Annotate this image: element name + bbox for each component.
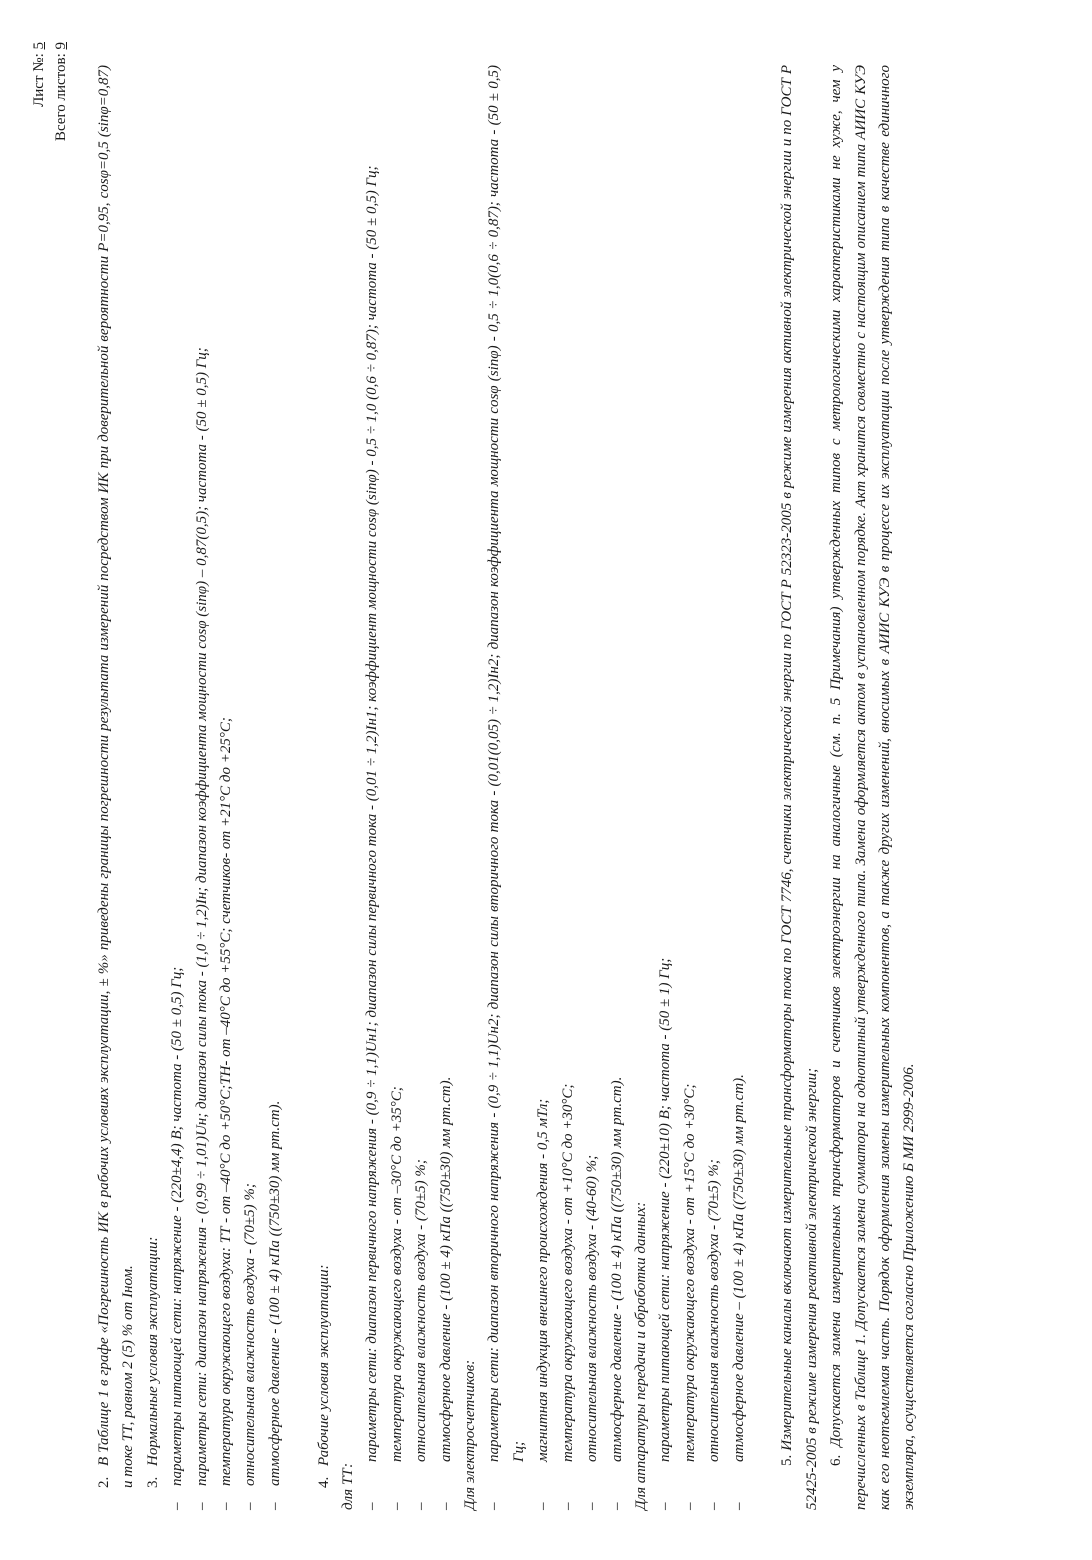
list-item: – температура окружающего воздуха - от –30°С до +35°С; <box>385 65 409 1510</box>
equipment-label: Для аппаратуры передачи и обработки данных: <box>632 1201 649 1510</box>
list-item: – атмосферное давление - (100 ± 4) кПа ((750±30) мм рт.ст). <box>605 65 629 1510</box>
section-6 <box>824 65 922 1510</box>
section-4-title-line <box>312 65 336 1510</box>
section-3-title-line <box>141 65 165 1510</box>
list-item: – относительная влажность воздуха - (70±5) %; <box>702 65 726 1510</box>
section-6-number: 6. <box>828 1454 845 1466</box>
list-item: – относительная влажность воздуха - (70±5) %; <box>409 65 433 1510</box>
total-number: 9 <box>53 42 69 50</box>
section-4-title: Рабочие условия эксплуатации: <box>315 1264 332 1466</box>
list-item: – магнитная индукция внешнего происхождения - 0,5 мТл; <box>531 65 555 1510</box>
total-label: Всего листов: <box>53 53 69 142</box>
section-4-number: 4. <box>315 1476 332 1488</box>
list-item: – температура окружающего воздуха: ТТ - от –40°С до +50°С;ТН- от –40°С до +55°С; счетчиков- от +21°С до +25°С; <box>214 65 238 1510</box>
section-5 <box>775 65 824 1510</box>
section-5-number: 5. <box>779 1454 796 1466</box>
section-2 <box>92 65 141 1510</box>
section-2-text: В Таблице 1 в графе «Погрешность ИК в рабочих условиях эксплуатации, ± %» приведены границы погрешности результата измерений посредством ИК при доверительной вероятности P=0,95, cosφ=0,5 (sinφ=0,87) и токе ТТ, равном 2 (5) % от Iном. <box>96 65 137 1488</box>
list-item: – атмосферное давление - (100 ± 4) кПа ((750±30) мм рт.ст). <box>434 65 458 1510</box>
list-item: – атмосферное давление – (100 ± 4) кПа ((750±30) мм рт.ст). <box>727 65 751 1510</box>
section-5-text: Измерительные каналы включают измерительные трансформаторы тока по ГОСТ 7746, счетчики электрической энергии по ГОСТ Р 52323-2005 в режиме измерения активной электрической энергии и по ГОСТ Р 52425-2005 в режиме измерения реактивной электрической энергии; <box>779 64 820 1510</box>
sheet-number: 5 <box>31 42 47 50</box>
meter-label: Для электросчетчиков: <box>462 1359 479 1510</box>
sheet-info <box>28 42 72 141</box>
section-3-number: 3. <box>144 1476 161 1488</box>
list-item: – параметры сети: диапазон первичного напряжения - (0,9 ÷ 1,1)Uн1; диапазон силы первичного тока - (0,01 ÷ 1,2)Iн1; коэффициент мощности cosφ (sinφ) - 0,5 ÷ 1,0 (0,6 ÷ 0,87); частота - (50 ± 0,5) Гц; <box>360 65 384 1510</box>
total-sheets-line <box>50 42 72 141</box>
tt-label: для ТТ: <box>340 1462 357 1510</box>
list-item: – атмосферное давление - (100 ± 4) кПа ((750±30) мм рт.ст). <box>263 65 287 1510</box>
list-item: – относительная влажность воздуха - (40-60) %; <box>580 65 604 1510</box>
list-item: – температура окружающего воздуха - от +15°С до +30°С; <box>678 65 702 1510</box>
section-6-text: Допускается замена измерительных трансформаторов и счетчиков электроэнергии на аналогичные (см. п. 5 Примечания) утвержденных типов с метрологическими характеристиками не хуже, чем у перечисленных в Таблице 1. Допускается замена сумматора на однотипный утвержденного типа. Замена оформляется актом в установленном порядке. Акт хранится совместно с настоящим описанием типа АИИС КУЭ как его неотъемлемая часть. Порядок оформления замены измерительных компонентов, а также других изменений, вносимых в АИИС КУЭ в процессе их эксплуатации после утверждения типа в качестве единичного экземпляра, осуществляется согласно Приложению Б МИ 2999-2006. <box>828 65 918 1510</box>
sheet-label: Лист №: <box>31 53 47 107</box>
list-item: – температура окружающего воздуха - от +10°С до +30°С; <box>556 65 580 1510</box>
sheet-number-line <box>28 42 50 141</box>
list-item: – параметры сети: диапазон напряжения - (0,99 ÷ 1,01)Uн; диапазон силы тока - (1,0 ÷ 1,2)Iн; диапазон коэффициента мощности cosφ (sinφ) – 0,87(0,5); частота - (50 ± 0,5) Гц; <box>190 65 214 1510</box>
list-item: – относительная влажность воздуха - (70±5) %; <box>238 65 262 1510</box>
list-item: – параметры питающей сети: напряжение - (220±4,4) В; частота - (50 ± 0,5) Гц; <box>165 65 189 1510</box>
section-3-title: Нормальные условия эксплуатации: <box>144 1236 161 1466</box>
list-item: – параметры питающей сети: напряжение - (220±10) В; частота - (50 ± 1) Гц; <box>653 65 677 1510</box>
list-item: – параметры сети: диапазон вторичного напряжения - (0,9 ÷ 1,1)Uн2; диапазон силы вторичного тока - (0,01(0,05) ÷ 1,2)Iн2; диапазон коэффициента мощности cosφ (sinφ) - 0,5 ÷ 1,0(0,6 ÷ 0,87); частота - (50 ± 0,5) Гц; <box>482 65 531 1510</box>
document-body <box>92 65 922 1510</box>
section-2-number: 2. <box>96 1476 112 1488</box>
